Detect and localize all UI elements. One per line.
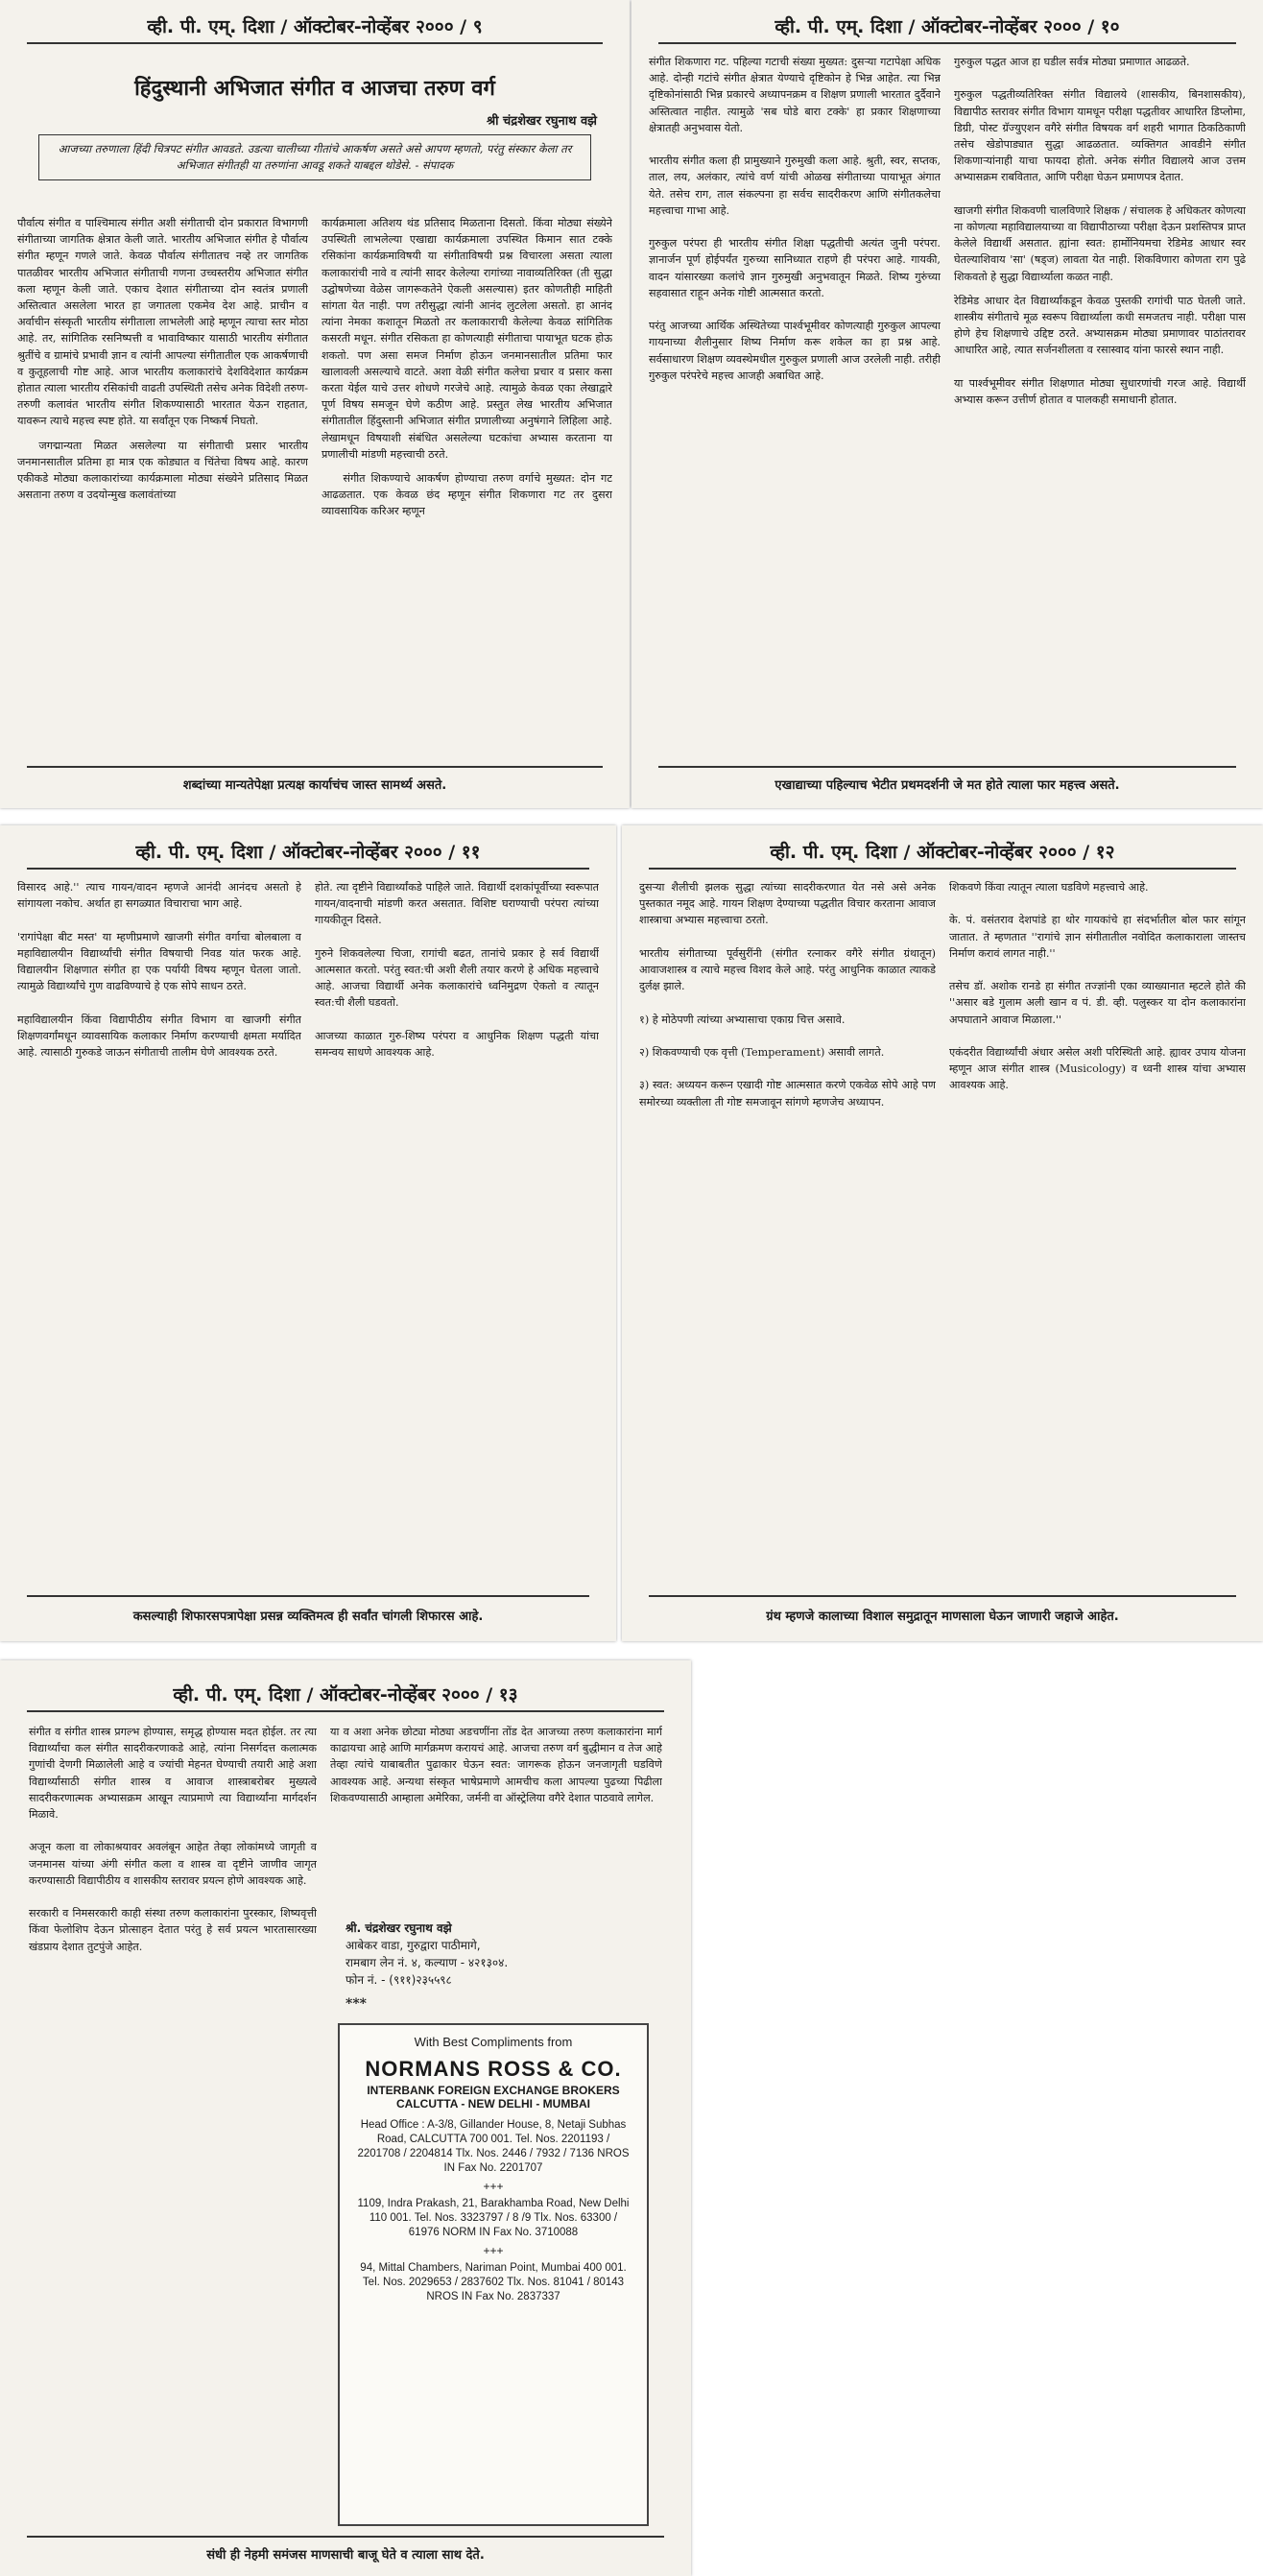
footer-rule: [27, 1595, 589, 1597]
ad-separator: +++: [483, 2244, 504, 2257]
article-columns: [639, 879, 1246, 1586]
page-footer-quote: संधी ही नेहमी समंजस माणसाची बाजू घेते व त्याला साथ देते.: [206, 2548, 485, 2563]
page-footer-quote: शब्दांच्या मान्यतेपेक्षा प्रत्यक्ष कार्याचंच जास्त सामर्थ्य असते.: [182, 778, 447, 793]
ad-separator: +++: [483, 2180, 504, 2193]
page-header: व्ही. पी. एम्. दिशा / ऑक्टोबर-नोव्हेंबर २००० / ९: [147, 16, 483, 37]
paragraph: संगीत शिकण्याचे आकर्षण होण्याचा तरुण वर्गाचे मुख्यत: दोन गट आढळतात. एक केवळ छंद म्हणून संगीत शिकणारा गट तर दुसरा व्यावसायिक करिअर म्हणून: [322, 472, 612, 518]
column-2: [949, 879, 1246, 1586]
page-footer-quote: कसल्याही शिफारसपत्रापेक्षा प्रसन्न व्यक्तिमत्व ही सर्वांत चांगली शिफारस आहे.: [132, 1610, 484, 1624]
column-2: [330, 1724, 662, 1916]
ad-company-name: NORMANS ROSS & CO.: [365, 2057, 622, 2081]
column-2: [954, 54, 1246, 756]
paragraph: गुरुकुल पद्धत आज हा घडील सर्वत्र मोठ्या प्रमाणात आढळते. गुरुकुल पद्धतीव्यतिरिक्त संगीत विद्यालये (शासकीय, बिनशासकीय), विद्यापीठ स्तरावर संगीत विभाग यामधून परीक्षा पद्धतीवर आधारित डिप्लोमा, डिग्री, पोस्ट ग्रॅज्युएशन वगैरे संगीत विषयक वर्ग शहरी भागात ठिकठिकाणी तसेच खेडोपाड्यात सुद्धा आढळतात. व्यक्तिगत आवडीने संगीत शिकणाऱ्यांनाही याचा फायदा होतो. अनेक संगीत विद्यालये आज उत्तम अभ्यासक्रम राबवितात, आणि परीक्षा घेऊन प्रमाणपत्र देतात. खाजगी संगीत शिकवणी चालविणारे शिक्षक / संचालक हे अधिकतर कोणत्या ना कोणत्या महाविद्यालयाच्या वा विद्यापीठाच्या परीक्षा देऊन प्रशस्तिपत्र प्राप्त केलेले विद्यार्थी असतात. ह्यांना स्वत: हार्मोनियमचा रेडिमेड आधार स्वर घेतल्याशिवाय 'सा' (षड्ज) लावता येत नाही. शिकविणारा कोणता राग पुढे शिकवतो हे सुद्धा विद्यार्थ्याला कळत नाही.: [954, 56, 1246, 283]
column-1: [17, 215, 308, 754]
separator-stars: ***: [346, 1996, 367, 2012]
page-13: [0, 1660, 691, 2576]
paragraph: कार्यक्रमाला अतिशय थंड प्रतिसाद मिळताना दिसतो. किंवा मोठ्या संख्येने उपस्थिती लाभलेल्या एखाद्या कार्यक्रमाला उपस्थित किमान सात टक्के रसिकांना कार्यक्रमाविषयी या संगीताविषयी प्रश्न विचारला असता त्याला कलाकारांची नावे व त्यांनी सादर केलेल्या रागांच्या नावाव्यतिरिक्त (ती सुद्धा उद्घोषणेच्या वेळेस जागरूकतेने ऐकली असल्यास) इतर कोणतीही माहिती सांगता येत नाही. पण तरीसुद्धा त्यांनी आनंद लुटलेला असतो. हा आनंद त्यांना नेमका कशातून मिळतो तर कलाकाराची केलेल्या केवळ सांगितिक कसरती मधून. संगीत रसिकता हा कोणत्याही संगीताचा पायाभूत घटक होऊ शकतो. पण असा समज निर्माण होऊन जनमानसातील प्रतिमा फार खालावली असल्याचे वाटते. अशा वेळी संगीत कलेचा प्रचार व प्रसार कसा करता येईल याचे उत्तर शोधणे गरजेचे आहे. त्यामुळे केवळ एका लेखाद्वारे पूर्ण विषय समजून घेणे कठीण आहे. प्रस्तुत लेख भारतीय अभिजात संगीतातील हिंदुस्तानी अभिजात संगीत प्रणालीच्या अनुषंगाने लिहिला आहे. लेखामधून विषयाशी संबंधित असलेल्या घटकांचा अभ्यास करताना या प्रणालीची मांडणी महत्त्वाची ठरते.: [322, 217, 612, 461]
page-footer-quote: एखाद्याच्या पहिल्याच भेटीत प्रथमदर्शनी जे मत होते त्याला फार महत्त्व असते.: [774, 778, 1120, 793]
page-12: [622, 825, 1263, 1641]
article-columns: [17, 879, 599, 1586]
editor-intro: आजच्या तरुणाला हिंदी चित्रपट संगीत आवडते. उडत्या चालीच्या गीतांचे आकर्षण असते असे आपण म्हणतो, परंतु संस्कार केला तर अभिजात संगीतही या तरुणांना आवडू शकते याबद्दल थोडेसे. - संपादक: [38, 134, 591, 180]
column-1: [649, 54, 941, 756]
author-byline: श्री चंद्रशेखर रघुनाथ वझे: [486, 114, 597, 129]
paragraph: रेडिमेड आधार देत विद्यार्थ्यांकडून केवळ पुस्तकी रागांची पाठ घेतली जाते. शास्त्रीय संगीताचे मूळ स्वरूप विद्यार्थ्याला कधी समजतच नाही. परीक्षा पास होणे हेच शिक्षणाचे उद्दिष्ट ठरते. अभ्यासक्रम मोठ्या प्रमाणावर पाठांतरावर आधारित आहे, त्यात सर्जनशीलता व रसास्वाद यांना फारसे स्थान नाही. या पार्श्वभूमीवर संगीत शिक्षणात मोठ्या सुधारणांची गरज आहे. विद्यार्थी अभ्यास करून उत्तीर्ण होतात व पालकही समाधानी होतात.: [954, 294, 1246, 407]
column-2: [315, 879, 599, 1586]
page-header: व्ही. पी. एम्. दिशा / ऑक्टोबर-नोव्हेंबर २००० / १२: [770, 842, 1115, 863]
address-line: श्री. चंद्रशेखर रघुनाथ वझे: [346, 1921, 452, 1935]
header-rule: [649, 868, 1236, 870]
footer-rule: [27, 766, 603, 768]
footer-rule: [649, 1595, 1236, 1597]
ad-compliments: With Best Compliments from: [414, 2035, 573, 2049]
article-columns: [17, 215, 612, 754]
author-address: [346, 1920, 508, 1989]
article-columns: [649, 54, 1246, 756]
paragraph: संगीत शिकणारा गट. पहिल्या गटाची संख्या मुख्यत: दुसऱ्या गटापेक्षा अधिक आहे. दोन्ही गटांचे संगीत क्षेत्रात येण्याचे दृष्टिकोन हे भिन्न आहेत. त्या भिन्न दृष्टिकोनांसाठी भिन्न प्रकारचे अध्यापनक्रम व शिक्षण प्रणाली भारतात दुर्दैवाने अस्तित्वात नाहीत. त्यामुळे 'सब घोडे बारा टक्के' हा प्रकार शिक्षणाच्या क्षेत्रातही अनुभवास येतो. भारतीय संगीत कला ही प्रामुख्याने गुरुमुखी कला आहे. श्रुती, स्वर, सप्तक, ताल, लय, अलंकार, त्यांचे वर्ण यांची ओळख संगीताच्या पायाभूत अंगात येते. तसेच राग, ताल संकल्पना हा सर्वच सादरीकरण आणि संगीतकलेचा महत्त्वाचा गाभा आहे. गुरुकुल परंपरा ही भारतीय संगीत शिक्षा पद्धतीची अत्यंत जुनी परंपरा. ज्ञानार्जन पूर्ण होईपर्यंत गुरुच्या सानिध्यात राहणे ही परंपरा आहे. गायकी, वादन यांसारख्या कलांचे ज्ञान गुरुमुखी अनुभवातून मिळते. शिष्य गुरुंच्या सहवासात राहून अनेक गोष्टी आत्मसात करतो. परंतु आजच्या आर्थिक अस्थितेच्या पार्श्वभूमीवर कोणत्याही गुरुकुल आपल्या गायनाच्या शैलीनुसार शिष्य निर्माण करू शकेल का हा प्रश्न आहे. सर्वसाधारण शिक्षण व्यवस्थेमधील गुरुकुल प्रणाली आज उरलेली नाही. तरीही गुरुकुल परंपरेचे महत्त्व आजही अबाधित आहे.: [649, 56, 941, 382]
article-column-left: [29, 1724, 317, 2526]
footer-rule: [658, 766, 1236, 768]
ad-mumbai-office: 94, Mittal Chambers, Nariman Point, Mumbai 400 001. Tel. Nos. 2029653 / 2837602 Tlx. Nos. 81041 / 80143 NROS IN Fax No. 2837337: [360, 2262, 627, 2302]
page-header: व्ही. पी. एम्. दिशा / ऑक्टोबर-नोव्हेंबर २००० / १०: [774, 16, 1120, 37]
page-header: व्ही. पी. एम्. दिशा / ऑक्टोबर-नोव्हेंबर २००० / ११: [135, 842, 481, 863]
paragraph: होते. त्या दृष्टीने विद्यार्थ्यांकडे पाहिले जाते. विद्यार्थी दशकांपूर्वीच्या स्वरूपात गायन/वादनाची मांडणी करत असतात. विशिष्ट घराण्याची परंपरा त्यांच्या गायकीतून दिसते. गुरुने शिकवलेल्या चिजा, रागांची बढत, तानांचे प्रकार हे सर्व विद्यार्थी आत्मसात करतो. परंतु स्वत:ची अशी शैली तयार करणे हे अधिक महत्त्वाचे आहे. आजचा विद्यार्थी अनेक कलाकारांचे ध्वनिमुद्रण ऐकतो व त्यातून स्वत:ची शैली घडवतो. आजच्या काळात गुरु-शिष्य परंपरा व आधुनिक शिक्षण पद्धती यांचा समन्वय साधणे आवश्यक आहे.: [315, 881, 599, 1060]
address-line: आबेकर वाडा, गुरुद्वारा पाठीमागे,: [346, 1939, 481, 1952]
ad-cities: CALCUTTA - NEW DELHI - MUMBAI: [396, 2097, 590, 2111]
ad-delhi-office: 1109, Indra Prakash, 21, Barakhamba Road, New Delhi 110 001. Tel. Nos. 3323797 / 8 /9 Tlx. Nos. 63300 / 61976 NORM IN Fax No. 3710088: [357, 2198, 630, 2238]
article-title: हिंदुस्थानी अभिजात संगीत व आजचा तरुण वर्ग: [134, 77, 495, 101]
page-11: [0, 825, 616, 1641]
column-1: [639, 879, 936, 1586]
paragraph: शिकवणे किंवा त्यातून त्याला घडविणे महत्त्वाचे आहे. के. पं. वसंतराव देशपांडे हा थोर गायकांचे हा संदर्भातील बोल फार सांगून जातात. ते म्हणतात ''रागांचे ज्ञान संगीतातील नवोदित कलाकाराला जास्तच निर्माण करावं लागत नाही.'' तसेच डॉ. अशोक रानडे हा संगीत तज्ज्ञांनी एका व्याख्यानात म्हटले होते की ''असार बडे गुलाम अली खान व पं. डी. व्ही. पलुस्कर या दोन कलाकारांना अपघाताने आवाज मिळाला.'' एकंदरीत विद्यार्थ्यांची अंधार असेल अशी परिस्थिती आहे. ह्यावर उपाय योजना म्हणून आज संगीत शास्त्र (Musicology) व ध्वनी शास्त्र यांचा अभ्यास आवश्यक आहे.: [949, 881, 1246, 1092]
advertisement-box: [338, 2023, 649, 2526]
page-header: व्ही. पी. एम्. दिशा / ऑक्टोबर-नोव्हेंबर २००० / १३: [173, 1684, 518, 1705]
paragraph: विसारद आहे.'' त्याच गायन/वादन म्हणजे आनंदी आनंदच असतो हे सांगायला नकोच. अर्थात हा सगळ्यात विचाराचा भाग आहे. 'रागांपेक्षा बीट मस्त' या म्हणीप्रमाणे खाजगी संगीत वर्गाचा बोलबाला व महाविद्यालयीन विद्यार्थ्यांची संगीत विषयाची निवड यांत फरक आहे. विद्यालयीन शिक्षणात संगीत हा एक पर्यायी विषय म्हणून घेतला जातो. त्यामुळे विद्यार्थ्यांचे गुण वाढविण्याचे हे एक सोपे साधन ठरते. महाविद्यालयीन किंवा विद्यापीठीय संगीत विभाग वा खाजगी संगीत शिक्षणवर्गांमधून व्यावसायिक कलाकार निर्माण करण्याची क्षमता मर्यादित आहे. त्यासाठी गुरुकडे जाऊन संगीताची तालीम घेणे आवश्यक ठरते.: [17, 881, 301, 1060]
header-rule: [27, 868, 589, 870]
page-10: [632, 0, 1263, 808]
ad-head-office: Head Office : A-3/8, Gillander House, 8, Netaji Subhas Road, CALCUTTA 700 001. Tel. Nos. 2201193 / 2201708 / 2204814 Tlx. Nos. 2446 / 7932 / 7136 NROS IN Fax No. 2201707: [357, 2119, 630, 2174]
page-footer-quote: ग्रंथ म्हणजे कालाच्या विशाल समुद्रातून माणसाला घेऊन जाणारी जहाजे आहेत.: [766, 1610, 1119, 1624]
header-rule: [658, 42, 1236, 44]
footer-rule: [27, 2536, 664, 2538]
header-rule: [27, 42, 603, 44]
paragraph: दुसऱ्या शैलीची झलक सुद्धा त्यांच्या सादरीकरणात येत नसे असे अनेक पुस्तकात नमूद आहे. गायन शिक्षण देण्याच्या पद्धतीत विचार करताना आवाज शास्त्राचा अभ्यास महत्त्वाचा ठरतो. भारतीय संगीताच्या पूर्वसुरींनी (संगीत रत्नाकर वगैरे संगीत ग्रंथातून) आवाजशास्त्र व त्याचे महत्त्व विशद केले आहे. परंतु आधुनिक काळात त्याकडे दुर्लक्ष झाले. १) हे मोठेपणी त्यांच्या अभ्यासाचा एकाग्र चित्त असावे. २) शिकवण्याची एक वृत्ती (Temperament) असावी लागते. ३) स्वत: अध्ययन करून एखादी गोष्ट आत्मसात करणे एकवेळ सोपे आहे पण समोरच्या व्यक्तीला ती गोष्ट समजावून सांगणे म्हणजेच अध्यापन.: [639, 881, 936, 1109]
header-rule: [27, 1710, 664, 1712]
paragraph: या व अशा अनेक छोट्या मोठ्या अडचणींना तोंड देत आजच्या तरुण कलाकारांना मार्ग काढायचा आहे आणि मार्गक्रमण करायचं आहे. आजचा तरुण वर्ग बुद्धीमान व तेज आहे तेव्हा त्यांचे याबाबतीत पुढाकार घेऊन स्वत: जागरूक होऊन जनजागृती घडविणे आवश्यक आहे. अन्यथा संस्कृत भाषेप्रमाणे आमचीच कला आपल्या पुढच्या पिढीला शिकवण्यासाठी आम्हाला अमेरिका, जर्मनी वा ऑस्ट्रेलिया वगैरे देशात पाठवावे लागेल.: [330, 1726, 662, 1804]
ad-subtitle: INTERBANK FOREIGN EXCHANGE BROKERS: [367, 2084, 620, 2097]
column-1: [29, 1724, 317, 2526]
address-line: फोन नं. - (९११)२३५५९८: [346, 1973, 452, 1987]
address-line: रामबाग लेन नं. ४, कल्याण - ४२१३०४.: [346, 1956, 509, 1969]
paragraph: पौर्वात्य संगीत व पाश्चिमात्य संगीत अशी संगीताची दोन प्रकारात विभागणी संगीताच्या जागतिक क्षेत्रात केली जाते. भारतीय अभिजात संगीत हे पौर्वात्य संगीत म्हणून गणले जाते. केवळ पौर्वात्य संगीतातच नव्हे तर जागतिक पातळीवर भारतीय अभिजात संगीताची गणना उच्चस्तरीय अभिजात संगीत कला म्हणून केली जाते. एकाच देशात संगीताच्या दोन स्वतंत्र प्रणाली अस्तित्वात असलेला भारत हा जगातला एकमेव देश आहे. प्राचीन व अर्वाचीन संस्कृती भारतीय संगीताला लाभलेली आहे म्हणून त्याचा स्तर मोठा आहे. तर, सांगितिक रसनिष्पत्ती व भावाविष्कार यासाठी भारतीय संगीतात श्रुतींचे व ग्रामांचे प्रभावी ज्ञान व त्यांनी आपल्या संगीतातील एक आकर्षणाची व कुतूहलाची गोष्ट आहे. आज भारतीय कलाकारांचे देशविदेशात कार्यक्रम होतात त्याला भारतीय रसिकांची वाढती उपस्थिती तसेच अनेक विदेशी तरुण-तरुणी कलावंत भारतीय संगीत शिकण्यासाठी भारतात येऊन राहतात, यावरून त्याचे महत्त्व स्पष्ट होते. या सर्वांतून एक निष्कर्ष निघतो.: [17, 217, 308, 428]
page-9: [0, 0, 630, 808]
column-1: [17, 879, 301, 1586]
article-column-right: [330, 1724, 662, 1916]
column-2: [322, 215, 612, 754]
paragraph: संगीत व संगीत शास्त्र प्रगल्भ होण्यास, समृद्ध होण्यास मदत होईल. तर त्या विद्यार्थ्यांचा कल संगीत सादरीकरणाकडे आहे, त्यांना निसर्गदत्त कलात्मक गुणांची देणगी मिळालेली आहे व ज्यांची मेहनत घेण्याची तयारी आहे अशा विद्यार्थ्यांसाठी संगीत शास्त्र व आवाज शास्त्राबरोबर मुख्यत्वे सादरीकरणात्मक अभ्यासक्रम आखून त्याप्रमाणे त्या विद्यार्थ्यांना मार्गदर्शन मिळावे. अजून कला वा लोकाश्रयावर अवलंबून आहेत तेव्हा लोकांमध्ये जागृती व जनमानस यांच्या अंगी संगीत कला व शास्त्र वा दृष्टीने जाणीव जागृत करण्यासाठी विद्यापीठीय व शासकीय स्तरावर प्रयत्न होणे आवश्यक आहे. सरकारी व निमसरकारी काही संस्था तरुण कलाकारांना पुरस्कार, शिष्यवृत्ती किंवा फेलोशिप देऊन प्रोत्साहन देतात परंतु हे सर्व प्रयत्न भारतासारख्या खंडप्राय देशात तुटपुंजे आहेत.: [29, 1726, 317, 1953]
paragraph: जगद्मान्यता मिळत असलेल्या या संगीताची प्रसार भारतीय जनमानसातील प्रतिमा हा मात्र एक कोड्यात व चिंतेचा विषय आहे. कारण एकीकडे मोठ्या कलाकारांच्या कार्यक्रमाला मोठ्या संख्येने प्रतिसाद मिळत असताना तरुण व उदयोन्मुख कलावंतांच्या: [17, 439, 308, 502]
